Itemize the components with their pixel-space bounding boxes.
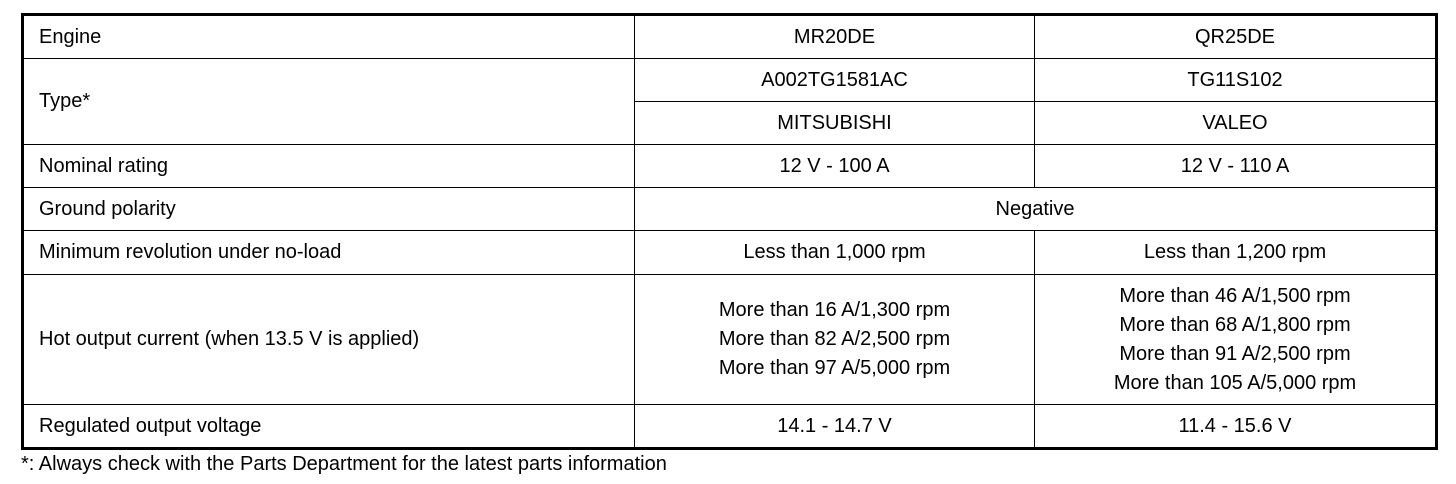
engine-mr20de-header: MR20DE: [635, 15, 1035, 59]
min-revolution-mr20de: Less than 1,000 rpm: [635, 231, 1035, 275]
table-row-nominal-rating: [23, 145, 1437, 188]
hot-output-qr25de-line: More than 68 A/1,800 rpm: [1119, 313, 1351, 336]
type-mr20de-part: A002TG1581AC: [635, 59, 1035, 102]
table-row-min-revolution: [23, 231, 1437, 275]
alternator-spec-table: [21, 13, 1438, 450]
hot-output-qr25de-line: More than 91 A/2,500 rpm: [1119, 342, 1351, 365]
ground-polarity-label: Ground polarity: [23, 188, 635, 231]
type-mr20de-maker: MITSUBISHI: [635, 102, 1035, 145]
hot-output-qr25de-line: More than 46 A/1,500 rpm: [1119, 284, 1351, 307]
engine-qr25de-header: QR25DE: [1035, 15, 1437, 59]
type-qr25de-part: TG11S102: [1035, 59, 1437, 102]
table-row-ground-polarity: [23, 188, 1437, 231]
hot-output-mr20de-line: More than 97 A/5,000 rpm: [718, 357, 951, 379]
min-revolution-qr25de: Less than 1,200 rpm: [1035, 231, 1437, 275]
footnote: *: Always check with the Parts Department for the latest parts information: [21, 453, 667, 475]
type-qr25de-maker: VALEO: [1035, 102, 1437, 145]
min-revolution-label: Minimum revolution under no-load: [23, 231, 635, 275]
regulated-voltage-qr25de: 11.4 - 15.6 V: [1035, 405, 1437, 449]
nominal-rating-qr25de: 12 V - 110 A: [1035, 145, 1437, 188]
nominal-rating-mr20de: 12 V - 100 A: [635, 145, 1035, 188]
hot-output-qr25de-line: More than 105 A/5,000 rpm: [1113, 371, 1357, 394]
table-row-type-part: [23, 59, 1437, 102]
hot-output-mr20de-line: More than 82 A/2,500 rpm: [718, 328, 951, 350]
hot-output-mr20de: [635, 275, 1035, 405]
hot-output-label: Hot output current (when 13.5 V is applied): [23, 275, 635, 405]
regulated-voltage-mr20de: 14.1 - 14.7 V: [635, 405, 1035, 449]
engine-label: Engine: [23, 15, 635, 59]
hot-output-mr20de-line: More than 16 A/1,300 rpm: [718, 299, 951, 321]
nominal-rating-label: Nominal rating: [23, 145, 635, 188]
regulated-voltage-label: Regulated output voltage: [23, 405, 635, 449]
type-label: Type*: [23, 59, 635, 145]
table-row-engine: [23, 15, 1437, 59]
ground-polarity-value: Negative: [635, 188, 1437, 231]
table-row-regulated-voltage: [23, 405, 1437, 449]
table-row-hot-output: [23, 275, 1437, 405]
hot-output-qr25de: [1035, 275, 1437, 405]
